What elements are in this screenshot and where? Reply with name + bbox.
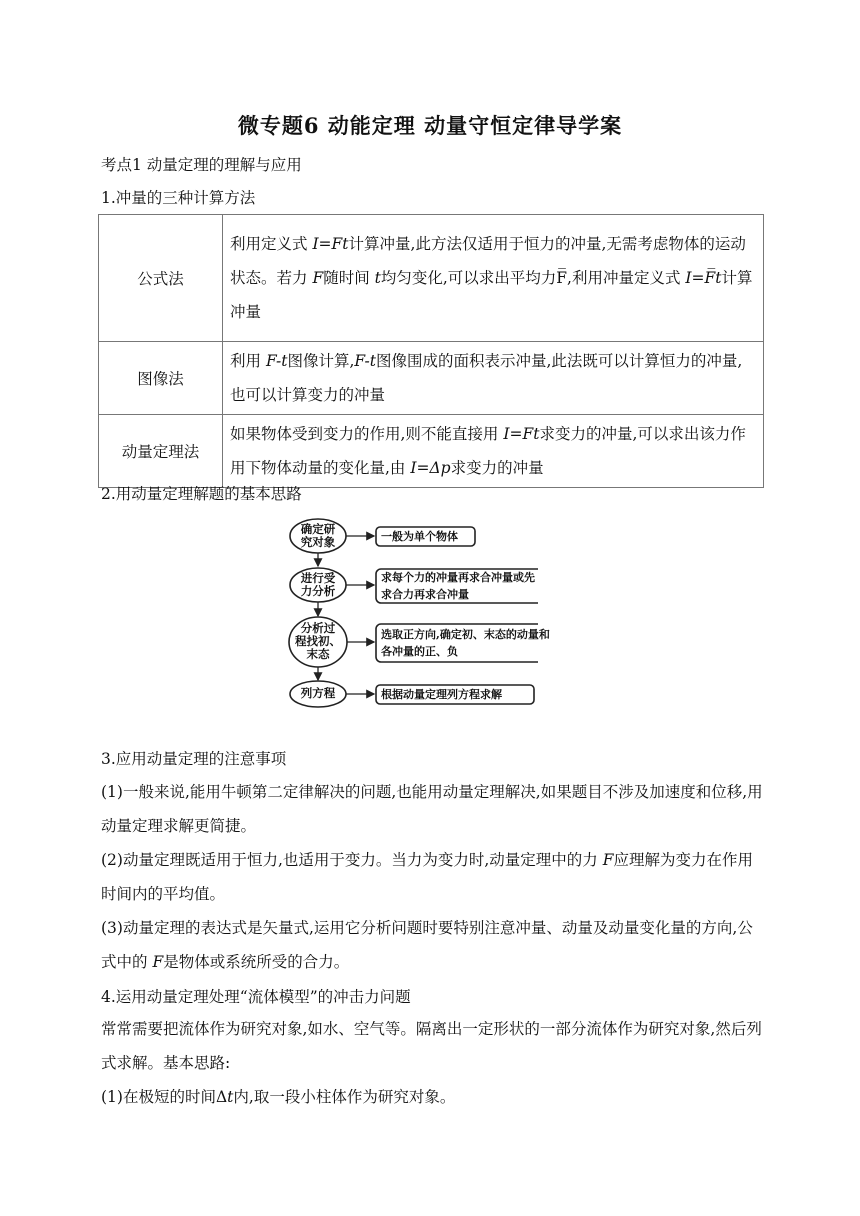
subheading-notes: 3.应用动量定理的注意事项 <box>101 750 287 768</box>
method-name: 图像法 <box>99 342 223 415</box>
flow-step-force-analysis: 进行受 力分析 <box>300 571 336 598</box>
note-1: (1)一般来说,能用牛顿第二定律解决的问题,也能用动量定理解决,如果题目不涉及加速度和位移,用动量定理求解更简捷。 <box>101 783 763 835</box>
flow-step-process-states: 分析过 程找初、 末态 <box>295 621 341 661</box>
impulse-methods-table <box>98 214 764 488</box>
method-name: 公式法 <box>99 215 223 342</box>
method-name: 动量定理法 <box>99 415 223 488</box>
table-row <box>99 215 764 342</box>
flow-note-solve: 根据动量定理列方程求解 <box>381 688 502 701</box>
subheading-solving-approach: 2.用动量定理解题的基本思路 <box>101 485 302 503</box>
flow-step-determine-object: 确定研 究对象 <box>300 522 336 549</box>
fluid-step-1: (1)在极短的时间Δt内,取一段小柱体作为研究对象。 <box>101 1088 456 1106</box>
method-description: 如果物体受到变力的作用,则不能直接用 I=Ft求变力的冲量,可以求出该力作用下物体动量的变化量,由 I=Δp求变力的冲量 <box>223 415 764 488</box>
flow-note-impulse: 求每个力的冲量再求合冲量或先 求合力再求合冲量 <box>381 571 535 601</box>
section-heading: 考点1 动量定理的理解与应用 <box>101 156 302 174</box>
solving-flowchart <box>288 514 550 714</box>
page-title: 微专题6 动能定理 动量守恒定律导学案 <box>237 113 623 138</box>
note-2: (2)动量定理既适用于恒力,也适用于变力。当力为变力时,动量定理中的力 F应理解为变力在作用时间内的平均值。 <box>101 851 754 903</box>
note-3: (3)动量定理的表达式是矢量式,运用它分析问题时要特别注意冲量、动量及动量变化量的方向,公式中的 F是物体或系统所受的合力。 <box>101 919 753 971</box>
method-description: 利用 F-t图像计算,F-t图像围成的面积表示冲量,此法既可以计算恒力的冲量,也可以计算变力的冲量 <box>223 342 764 415</box>
fluid-model-intro: 常常需要把流体作为研究对象,如水、空气等。隔离出一定形状的一部分流体作为研究对象,然后列式求解。基本思路: <box>101 1020 762 1072</box>
flow-note-single-object: 一般为单个物体 <box>381 530 458 543</box>
method-description: 利用定义式 I=Ft计算冲量,此方法仅适用于恒力的冲量,无需考虑物体的运动状态。若力 F随时间 t均匀变化,可以求出平均力F̅,利用冲量定义式 I=F̅t计算冲量 <box>223 215 764 342</box>
table-row <box>99 415 764 488</box>
flow-note-direction: 选取正方向,确定初、末态的动量和 各冲量的正、负 <box>381 628 550 658</box>
subheading-fluid-model: 4.运用动量定理处理“流体模型”的冲击力问题 <box>101 988 411 1006</box>
flow-step-equation: 列方程 <box>300 686 336 700</box>
table-row <box>99 342 764 415</box>
subheading-impulse-methods: 1.冲量的三种计算方法 <box>101 189 256 207</box>
